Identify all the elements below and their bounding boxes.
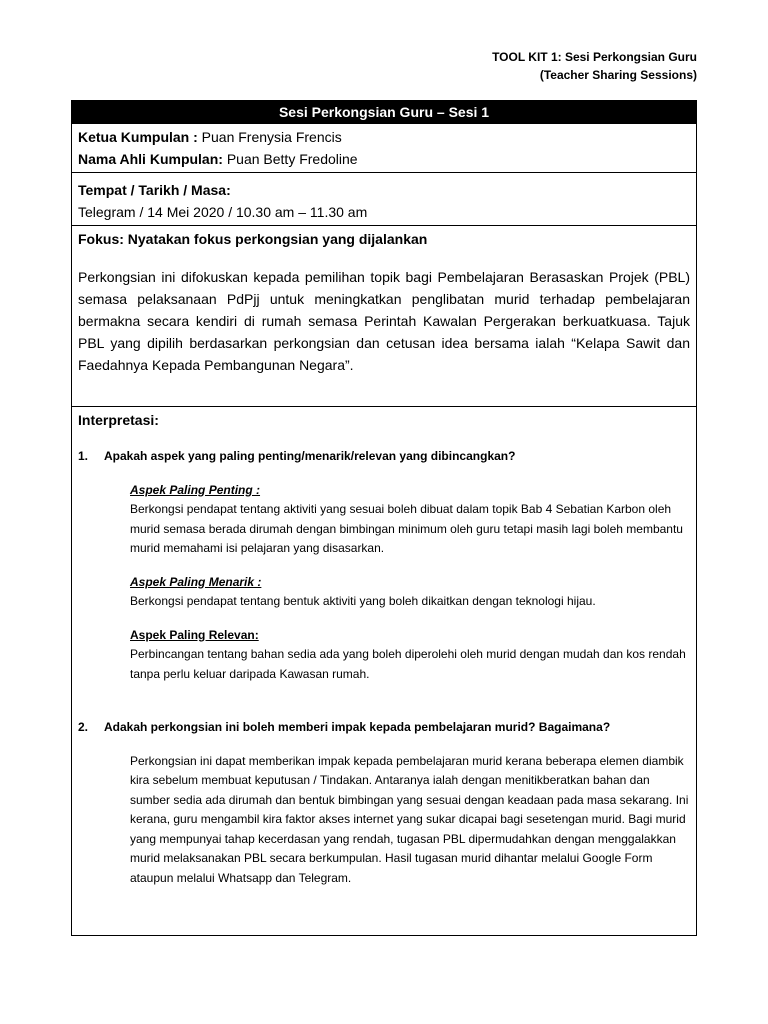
- group-members-label: Nama Ahli Kumpulan:: [78, 151, 223, 167]
- important-aspect-heading: Aspek Paling Penting :: [130, 482, 261, 497]
- venue-value: Telegram / 14 Mei 2020 / 10.30 am – 11.30 am: [78, 204, 368, 220]
- relevant-aspect-heading: Aspek Paling Relevan:: [130, 627, 259, 642]
- header-line-2: (Teacher Sharing Sessions): [539, 68, 697, 82]
- interesting-aspect-body: Berkongsi pendapat tentang bentuk aktiviti yang boleh dikaitkan dengan teknologi hijau.: [130, 594, 596, 608]
- focus-body: Perkongsian ini difokuskan kepada pemilihan topik bagi Pembelajaran Berasaskan Projek (PBL) semasa pelaksanaan PdPjj untuk meningkatkan penglibatan murid terhadap pembelajaran bermakna secara kendiri di rumah semasa Perintah Kawalan Pergerakan berkuatkuasa. Tajuk PBL yang dipilih berdasarkan perkongsian dan cetusan idea bersama ialah “Kelapa Sawit dan Faedahnya Kepada Pembangunan Negara”.: [78, 269, 690, 373]
- sharing-session-form: [71, 100, 697, 936]
- form-title: Sesi Perkongsian Guru – Sesi 1: [72, 101, 696, 123]
- question-1-number: 1.: [78, 449, 89, 463]
- group-section: [72, 123, 696, 172]
- venue-label: Tempat / Tarikh / Masa:: [78, 182, 231, 198]
- group-members-value: Puan Betty Fredoline: [226, 151, 358, 167]
- question-2-number: 2.: [78, 720, 89, 734]
- header-line-1: TOOL KIT 1: Sesi Perkongsian Guru: [492, 50, 697, 64]
- question-2-answer: Perkongsian ini dapat memberikan impak kepada pembelajaran murid kerana beberapa elemen diambik kira sebelum membuat keputusan / Tindakan. Antaranya ialah dengan menitikberatkan bahan dan sumber sedia ada dirumah dan bentuk bimbingan yang sesuai dengan keadaan pada masa sekarang. Ini kerana, guru mengambil kira faktor akses internet yang sukar dicapai bagi sesetengan murid. Bagi murid yang mempunyai tahap kecerdasan yang rendah, tugasan PBL dipermudahkan dengan menggalakkan murid melaksanakan PBL secara berkumpulan. Hasil tugasan murid dihantar melalui Google Form ataupun melalui Whatsapp dan Telegram.: [130, 753, 689, 885]
- group-leader-value: Puan Frenysia Frencis: [201, 129, 342, 145]
- interpretation-section: [72, 406, 696, 935]
- question-1: [78, 447, 690, 684]
- interpretation-label: Interpretasi:: [78, 412, 159, 428]
- venue-section: [72, 172, 696, 225]
- focus-label: Fokus: Nyatakan fokus perkongsian yang dijalankan: [78, 231, 428, 247]
- document-header: [492, 48, 697, 84]
- question-2: [78, 718, 690, 888]
- important-aspect-body: Berkongsi pendapat tentang aktiviti yang sesuai boleh dibuat dalam topik Bab 4 Sebatian Karbon oleh murid semasa berada dirumah dengan bimbingan minimum oleh guru tetapi masih lagi boleh membantu murid memahami isi pelajaran yang disasarkan.: [130, 502, 683, 555]
- relevant-aspect-body: Perbincangan tentang bahan sedia ada yang boleh diperolehi oleh murid dengan mudah dan kos rendah tanpa perlu keluar daripada Kawasan rumah.: [130, 647, 686, 681]
- question-1-title: Apakah aspek yang paling penting/menarik/relevan yang dibincangkan?: [104, 449, 516, 463]
- group-members-row: [78, 148, 690, 170]
- group-leader-label: Ketua Kumpulan :: [78, 129, 198, 145]
- question-2-title: Adakah perkongsian ini boleh memberi impak kepada pembelajaran murid? Bagaimana?: [104, 720, 611, 734]
- interesting-aspect-heading: Aspek Paling Menarik :: [130, 574, 262, 589]
- focus-section: [72, 225, 696, 406]
- group-leader-row: [78, 126, 690, 148]
